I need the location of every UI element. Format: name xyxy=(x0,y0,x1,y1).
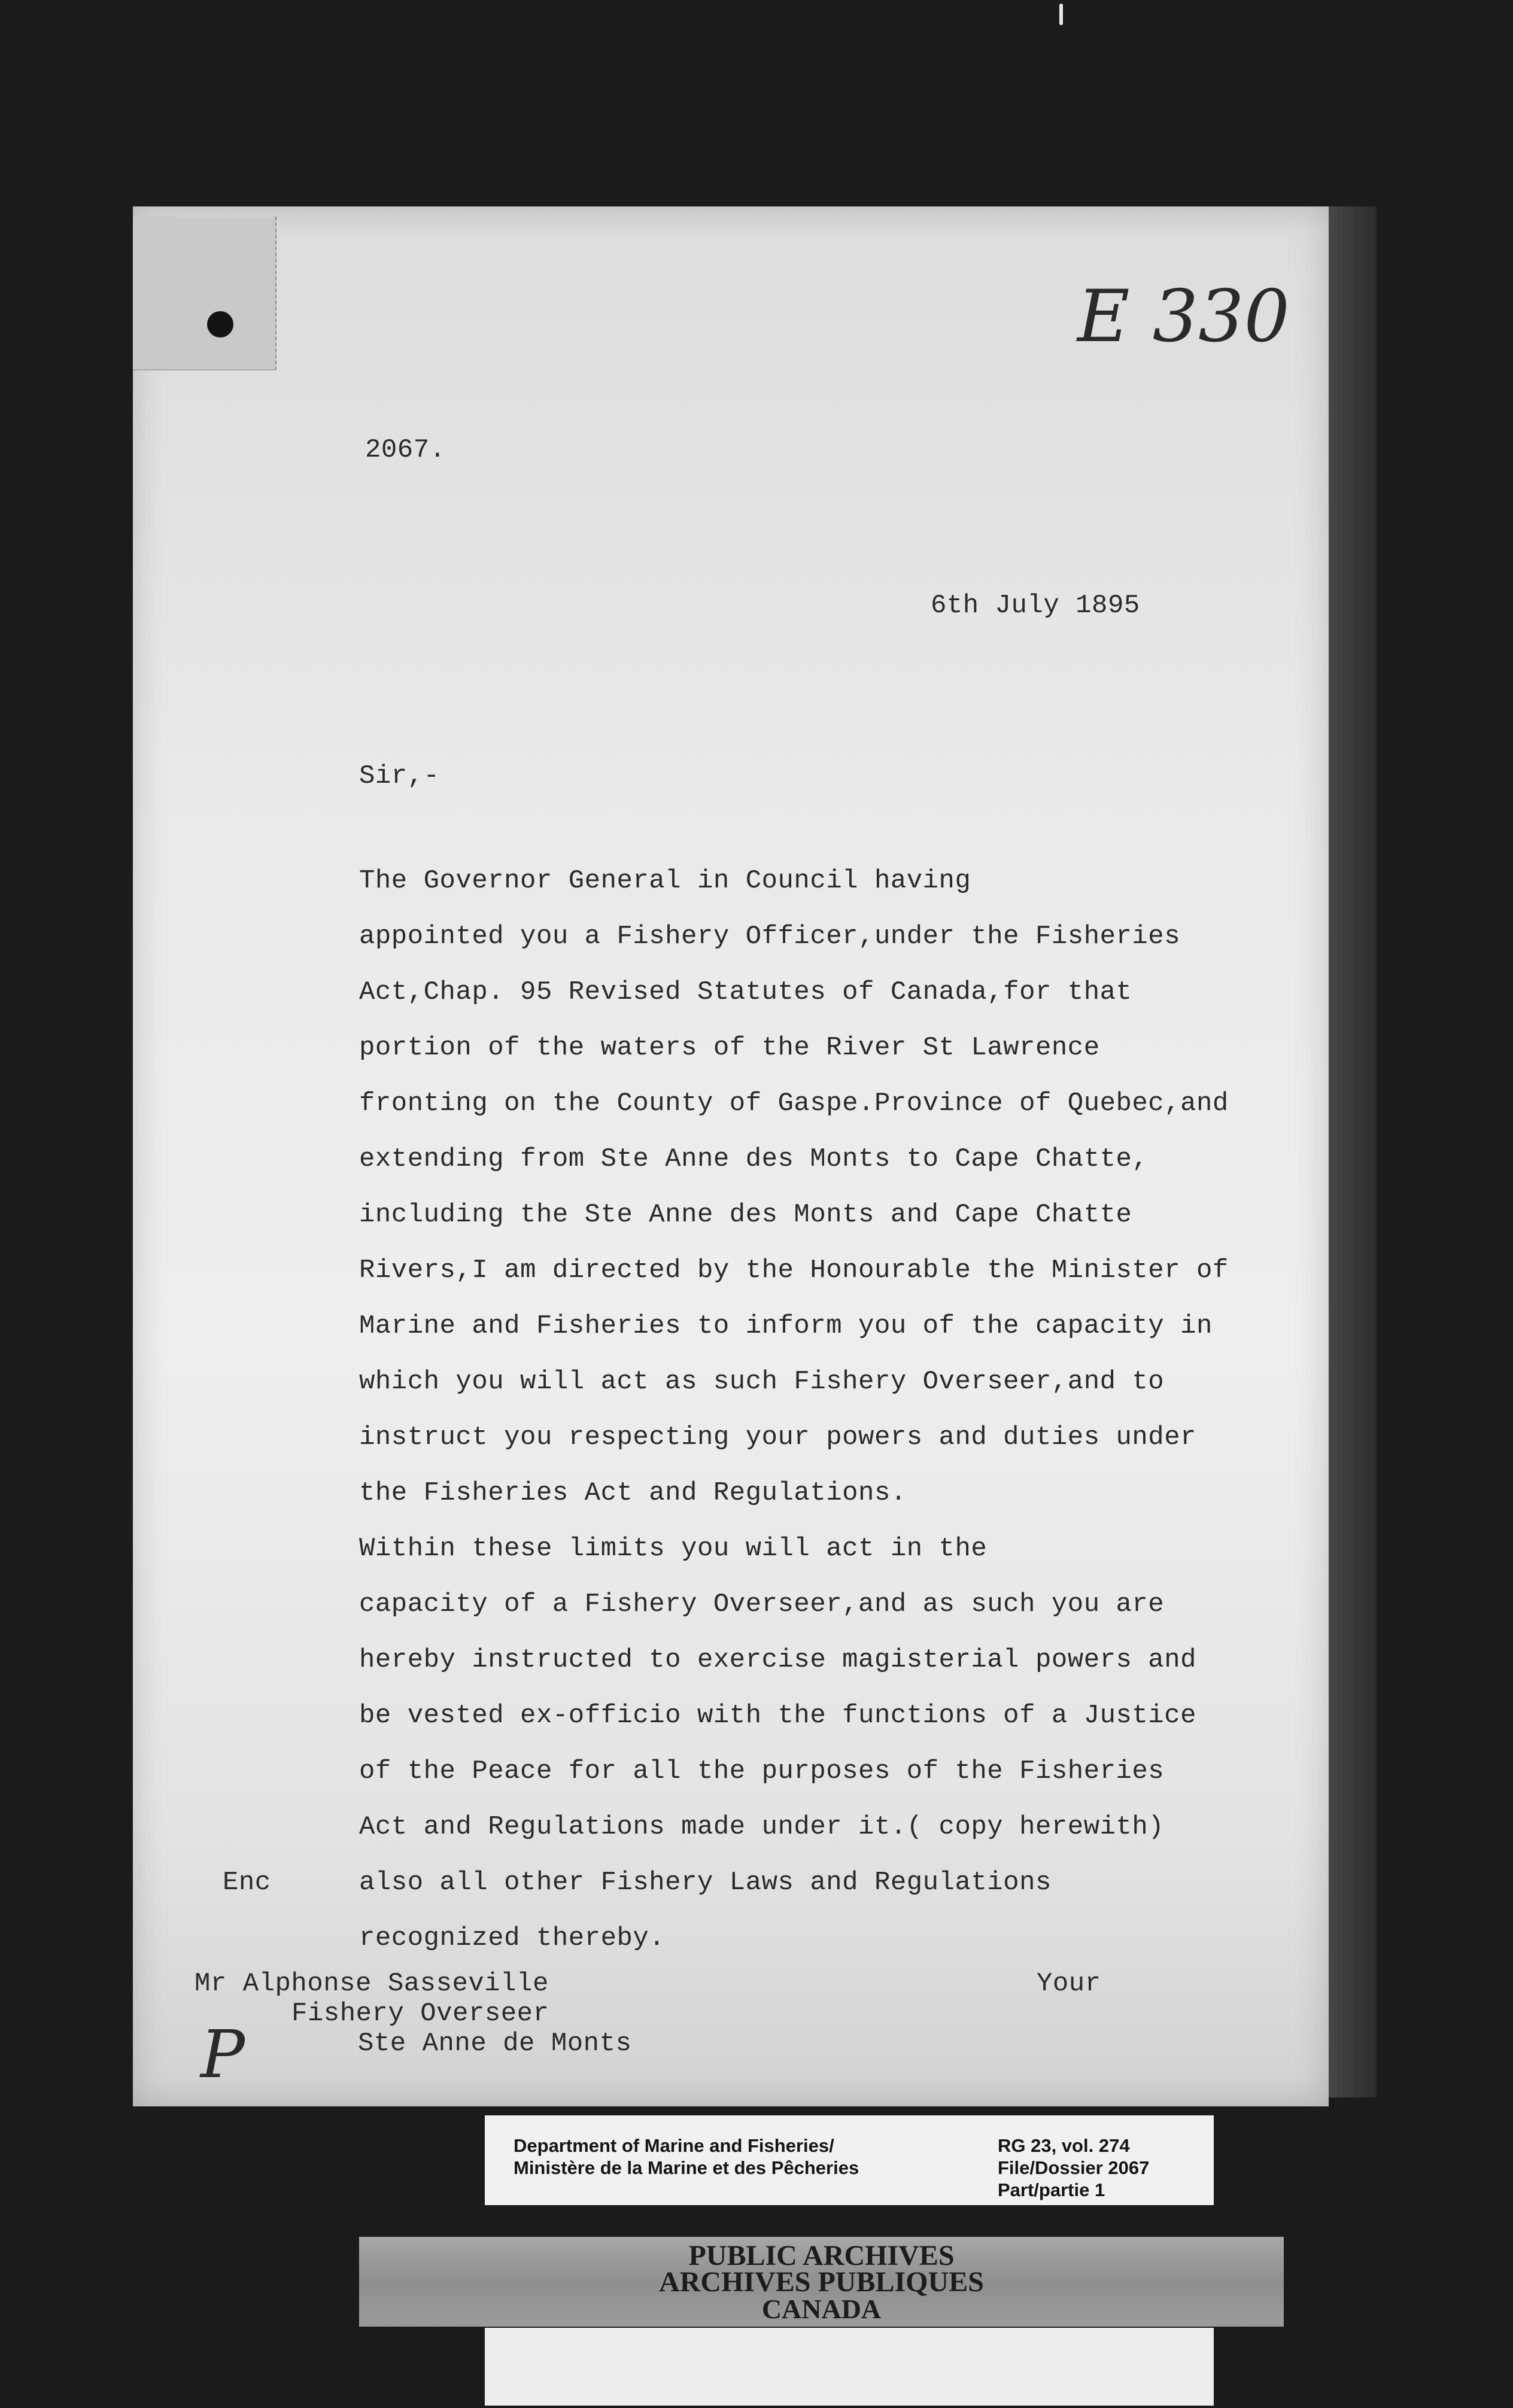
body-line: Rivers,I am directed by the Honourable the Minister of xyxy=(359,1255,1229,1285)
letter-date: 6th July 1895 xyxy=(931,591,1140,621)
body-line: fronting on the County of Gaspe.Province of Quebec,and xyxy=(359,1089,1229,1118)
addressee-title: Fishery Overseer xyxy=(291,1999,549,2029)
department-english: Department of Marine and Fisheries/ xyxy=(514,2135,834,2156)
body-line: including the Ste Anne des Monts and Cape Chatte xyxy=(359,1200,1132,1230)
folded-corner-tab xyxy=(133,217,277,370)
body-line: capacity of a Fishery Overseer,and as such you are xyxy=(359,1589,1165,1619)
body-line: appointed you a Fishery Officer,under the Fisheries xyxy=(359,922,1181,951)
department-french: Ministère de la Marine et des Pêcheries xyxy=(514,2157,859,2178)
film-edge-mark xyxy=(1059,4,1063,25)
body-line: The Governor General in Council having xyxy=(359,866,971,896)
body-line: the Fisheries Act and Regulations. xyxy=(359,1478,907,1508)
archive-reference-label xyxy=(485,2115,1214,2205)
body-line: of the Peace for all the purposes of the Fisheries xyxy=(359,1756,1165,1786)
archives-stamp-band xyxy=(359,2237,1284,2327)
part-number: Part/partie 1 xyxy=(998,2179,1105,2200)
salutation: Sir,- xyxy=(359,761,440,791)
archives-stamp-line1: PUBLIC ARCHIVES xyxy=(688,2240,955,2272)
body-line: instruct you respecting your powers and duties under xyxy=(359,1422,1197,1452)
enclosure-mark: Enc xyxy=(223,1868,271,1898)
body-line: also all other Fishery Laws and Regulations xyxy=(359,1868,1052,1898)
addressee-name: Mr Alphonse Sasseville xyxy=(195,1969,549,1999)
closing-word: Your xyxy=(1037,1969,1101,1999)
archives-stamp-line2: ARCHIVES PUBLIQUES xyxy=(659,2266,984,2298)
body-line: portion of the waters of the River St Lawrence xyxy=(359,1033,1100,1063)
letter-number: 2067. xyxy=(365,435,446,465)
body-line: Marine and Fisheries to inform you of the capacity in xyxy=(359,1311,1213,1341)
body-line: hereby instructed to exercise magisterial powers and xyxy=(359,1645,1197,1675)
body-line: Act and Regulations made under it.( copy herewith) xyxy=(359,1812,1165,1842)
body-line: be vested ex-officio with the functions of a Justice xyxy=(359,1701,1197,1731)
body-line: recognized thereby. xyxy=(359,1923,666,1953)
file-reference-handwritten: E 330 xyxy=(1077,275,1290,358)
file-number: File/Dossier 2067 xyxy=(998,2157,1150,2178)
punch-hole xyxy=(207,311,233,338)
addressee-place: Ste Anne de Monts xyxy=(358,2029,632,2059)
body-line: extending from Ste Anne des Monts to Cape Chatte, xyxy=(359,1144,1149,1174)
initial-handwritten: P xyxy=(200,2016,245,2093)
archives-stamp-line3: CANADA xyxy=(761,2294,882,2324)
bottom-label-strip xyxy=(485,2328,1214,2406)
body-line: which you will act as such Fishery Overseer,and to xyxy=(359,1367,1165,1397)
record-group-volume: RG 23, vol. 274 xyxy=(998,2135,1130,2156)
body-line: Within these limits you will act in the xyxy=(359,1534,988,1564)
body-line: Act,Chap. 95 Revised Statutes of Canada,for that xyxy=(359,977,1132,1007)
